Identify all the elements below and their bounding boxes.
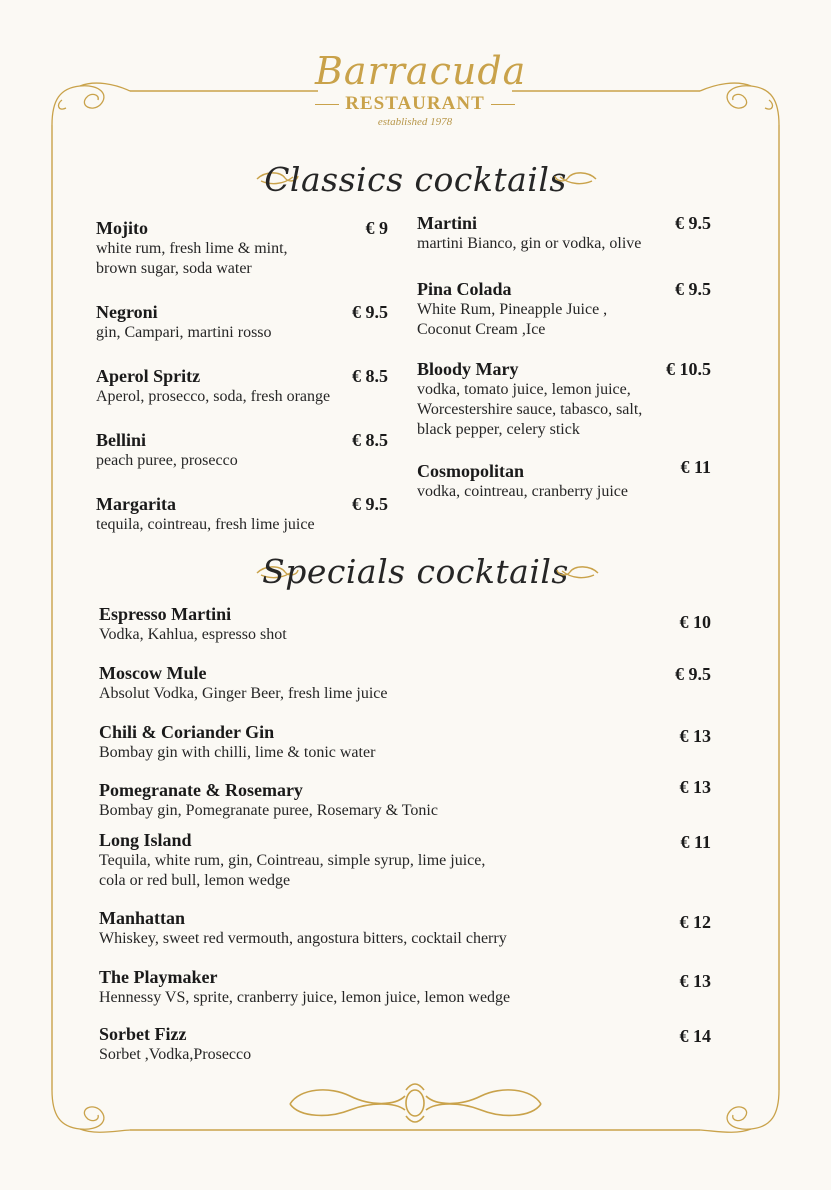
item-name: Espresso Martini: [99, 604, 232, 624]
item-price: € 13: [679, 777, 711, 797]
menu-item: [99, 830, 659, 891]
menu-item: [417, 461, 707, 502]
section-title-specials: Specials cocktails: [262, 552, 569, 591]
item-description: Hennessy VS, sprite, cranberry juice, lemon juice, lemon wedge: [99, 989, 511, 1006]
item-description: Absolut Vodka, Ginger Beer, fresh lime juice: [99, 685, 388, 702]
item-description: cola or red bull, lemon wedge: [99, 872, 291, 889]
item-description: martini Bianco, gin or vodka, olive: [417, 235, 642, 252]
item-description: vodka, tomato juice, lemon juice,: [417, 381, 631, 398]
menu-item: [96, 302, 396, 343]
item-name: Margarita: [96, 494, 176, 514]
corner-flourish-icon: [52, 1090, 130, 1132]
menu-item: [99, 908, 659, 949]
item-description: white rum, fresh lime & mint,: [96, 240, 288, 257]
item-price: € 9: [365, 218, 388, 238]
item-price: € 9.5: [675, 279, 711, 299]
item-description: gin, Campari, martini rosso: [96, 324, 272, 341]
menu-item: [99, 780, 659, 821]
swirl-divider-icon: [555, 563, 600, 581]
item-description: Whiskey, sweet red vermouth, angostura bitters, cocktail cherry: [99, 930, 507, 947]
item-price: € 8.5: [352, 366, 388, 386]
menu-item: [99, 663, 659, 704]
swirl-divider-icon: [553, 169, 598, 187]
item-description: Sorbet ,Vodka,Prosecco: [99, 1046, 252, 1063]
item-description: White Rum, Pineapple Juice ,: [417, 301, 608, 318]
item-description: peach puree, prosecco: [96, 452, 238, 469]
item-price: € 11: [680, 832, 711, 852]
logo-rule: [315, 104, 339, 105]
item-price: € 13: [679, 726, 711, 746]
item-name: Bellini: [96, 430, 147, 450]
item-description: tequila, cointreau, fresh lime juice: [96, 516, 315, 533]
logo-subtitle-row: [315, 92, 515, 116]
logo-established: established 1978: [377, 116, 453, 128]
item-name: Mojito: [96, 218, 148, 238]
logo-script-name: Barracuda: [315, 49, 527, 93]
item-price: € 9.5: [675, 213, 711, 233]
item-name: Chili & Coriander Gin: [99, 722, 275, 742]
item-price: € 9.5: [352, 302, 388, 322]
item-name: Negroni: [96, 302, 158, 322]
menu-item: [99, 1024, 659, 1065]
item-description: Bombay gin, Pomegranate puree, Rosemary & Tonic: [99, 802, 438, 819]
item-description: vodka, cointreau, cranberry juice: [417, 483, 629, 500]
item-name: Sorbet Fizz: [99, 1024, 187, 1044]
item-description: Coconut Cream ,Ice: [417, 321, 546, 338]
corner-flourish-icon: [700, 83, 779, 125]
item-name: Moscow Mule: [99, 663, 207, 683]
menu-item: [99, 604, 659, 645]
item-description: Tequila, white rum, gin, Cointreau, simple syrup, lime juice,: [99, 852, 486, 869]
item-name: Long Island: [99, 830, 192, 850]
menu-item: [96, 494, 396, 535]
menu-item: [96, 366, 396, 407]
item-name: Bloody Mary: [417, 359, 519, 379]
item-description: brown sugar, soda water: [96, 260, 252, 277]
item-name: Pina Colada: [417, 279, 512, 299]
item-price: € 9.5: [675, 664, 711, 684]
item-description: Worcestershire sauce, tabasco, salt,: [417, 401, 643, 418]
item-name: Pomegranate & Rosemary: [99, 780, 303, 800]
item-description: Bombay gin with chilli, lime & tonic water: [99, 744, 376, 761]
item-name: Cosmopolitan: [417, 461, 525, 481]
item-name: Manhattan: [99, 908, 186, 928]
item-name: Martini: [417, 213, 477, 233]
bottom-ornament-icon: [290, 1084, 541, 1122]
corner-flourish-icon: [700, 1090, 779, 1132]
item-price: € 8.5: [352, 430, 388, 450]
item-name: Aperol Spritz: [96, 366, 201, 386]
item-name: The Playmaker: [99, 967, 218, 987]
menu-item: [99, 722, 659, 763]
item-description: Vodka, Kahlua, espresso shot: [99, 626, 287, 643]
logo-subtitle: RESTAURANT: [345, 93, 485, 114]
restaurant-logo: [315, 49, 527, 145]
menu-item: [96, 218, 396, 279]
item-price: € 11: [680, 457, 711, 477]
menu-item: [99, 967, 659, 1008]
item-price: € 9.5: [352, 494, 388, 514]
menu-item: [417, 359, 707, 440]
section-title-classics: Classics cocktails: [264, 160, 567, 199]
item-price: € 14: [679, 1026, 711, 1046]
item-price: € 10: [679, 612, 711, 632]
menu-item: [417, 279, 707, 340]
item-description: black pepper, celery stick: [417, 421, 580, 438]
logo-rule: [491, 104, 515, 105]
item-price: € 13: [679, 971, 711, 991]
item-price: € 12: [679, 912, 711, 932]
menu-item: [96, 430, 396, 471]
menu-item: [417, 213, 707, 254]
corner-flourish-icon: [52, 83, 130, 125]
item-price: € 10.5: [666, 359, 711, 379]
item-description: Aperol, prosecco, soda, fresh orange: [96, 388, 331, 405]
